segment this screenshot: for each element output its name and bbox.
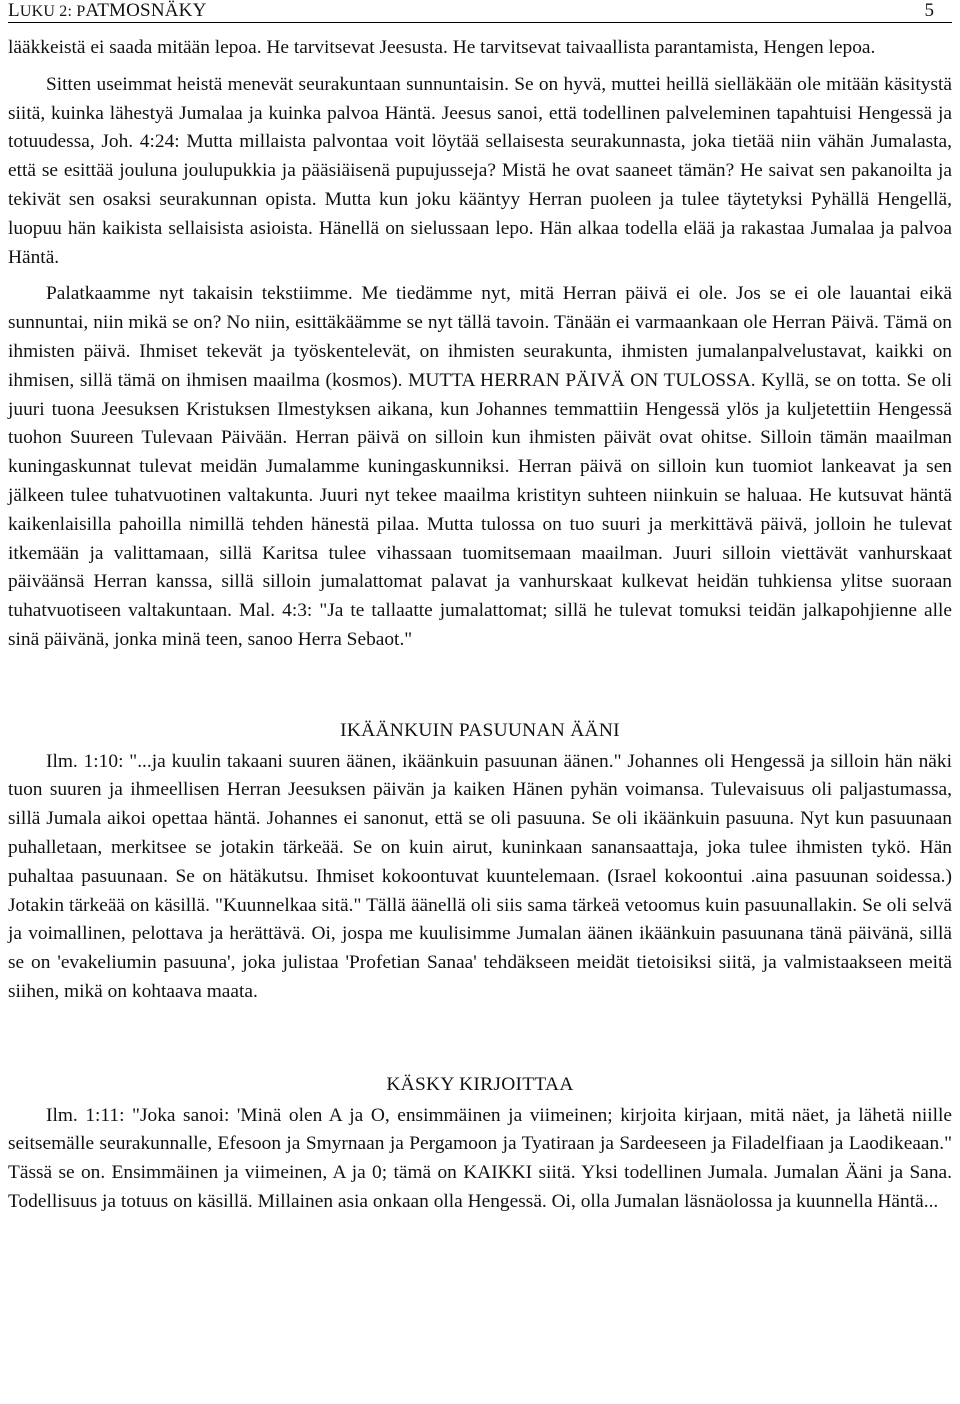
section-heading-command: KÄSKY KIRJOITTAA: [386, 1073, 574, 1095]
paragraph-3: Palatkaamme nyt takaisin tekstiimme. Me tiedämme nyt, mitä Herran päivä ei ole. Jos se ei ole lauantai eikä sunnuntai, niin mikä se on? No niin, esittäkäämme se nyt tällä tavoin. Tänään ei varmaankaan ole Herran Päivä. Tämä on ihmisten päivä. Ihmiset tekevät ja työskentelevät, on ihmisten seurakunta, ihmisten jumalanpalvelustavat, kaikki on ihmisen, sillä tämä on ihmisen maailma (kosmos). MUTTA HERRAN PÄIVÄ ON TULOSSA. Kyllä, se on totta. Se oli juuri tuona Jeesuksen Kristuksen Ilmestyksen aikana, kun Johannes temmattiin Hengessä ylös ja kuljetettiin Hengessä tuohon Suureen Tulevaan Päivään. Herran päivä on silloin kun ihmisten päivät ovat ohitse. Silloin tämän maailman kuningaskunnat tulevat meidän Jumalamme kuningaskunniksi. Herran päivä on silloin kun tuomiot lankeavat ja sen jälkeen tulee tuhatvuotinen valtakunta. Juuri nyt tekee maailma kristityn suhteen niinkuin se haluaa. He kutsuvat häntä kaikenlaisilla pahoilla nimillä tehden hänestä pilaa. Mutta tulossa on tuo suuri ja merkittävä päivä, jolloin he tulevat itkemään ja valittamaan, sillä Karitsa tulee vihassaan tuomitsemaan maailman. Juuri silloin viettävät vanhurskaat päiväänsä Herran kanssa, sillä silloin jumalattomat palavat ja vanhurskaat kulkevat heidän tuhkiensa ylitse suoraan tuhatvuotiseen valtakuntaan. Mal. 4:3: "Ja te tallaatte jumalattomat; sillä he tulevat tomuksi teidän jalkapohjienne alle sinä päivänä, jonka minä teen, sanoo Herra Sebaot.": [8, 283, 952, 650]
section-heading-trumpet: IKÄÄNKUIN PASUUNAN ÄÄNI: [340, 719, 620, 741]
document-body: [8, 34, 952, 1217]
paragraph-trumpet: Ilm. 1:10: "...ja kuulin takaani suuren äänen, ikäänkuin pasuunan äänen." Johannes oli Hengessä ja silloin hän näki tuon suuren ja ihmeellisen Herran Jeesuksen päivän ja kaiken Hänen pyhän voimansa. Tulevaisuus oli paljastumassa, sillä Jumala aikoi opettaa häntä. Johannes ei sanonut, että se oli pasuuna. Se oli ikäänkuin pasuuna. Nyt kun pasuunaan puhalletaan, merkitsee se jotakin tärkeää. Se on kuin airut, kuninkaan sanansaattaja, joka tulee ihmisten tykö. Hän puhaltaa pasuunaan. Se on hätäkutsu. Ihmiset kokoontuvat kuuntelemaan. (Israel kokoontui .aina pasuunan soidessa.) Jotakin tärkeää on käsillä. "Kuunnelkaa sitä." Tällä äänellä oli siis sama tärkeä vetoomus kuin pasuunallakin. Se oli selvä ja voimallinen, pelottava ja herättävä. Oi, jospa me kuulisimme Jumalan äänen ikäänkuin pasuunana tänä päivänä, sillä se on 'evakeliumin pasuuna', joka julistaa 'Profetian Sanaa' tehdäkseen meidät tietoisiksi siitä, ja valmistaakseen meitä siihen, mikä on kohtaava maata.: [8, 750, 952, 1002]
paragraph-1: lääkkeistä ei saada mitään lepoa. He tarvitsevat Jeesusta. He tarvitsevat taivaallista parantamista, Hengen lepoa.: [8, 37, 876, 58]
paragraph-2: Sitten useimmat heistä menevät seurakuntaan sunnuntaisin. Se on hyvä, muttei heillä sielläkään ole mitään käsitystä siitä, kuinka lähestyä Jumalaa ja kuinka palvoa Häntä. Jeesus sanoi, että todellinen palveleminen tapahtuisi Hengessä ja totuudessa, Joh. 4:24: Mutta millaista palvontaa voit löytää sellaisesta seurakunnasta, joka tietää niin vähän Jumalasta, että se esittää jouluna joulupukkia ja pääsiäisenä pupujusseja? Mistä he ovat saaneet tämän? He saivat sen pakanoilta ja tekivät sen osaksi seurakunnan opista. Mutta kun joku kääntyy Herran puoleen ja tulee täytetyksi Pyhällä Hengellä, luopuu hän kaikista sellaisista asioista. Hänellä on sielussaan lepo. Hän alkaa todella elää ja rakastaa Jumalaa ja palvoa Häntä.: [8, 73, 952, 268]
running-head: LUKU 2: PATMOSNÄKY: [8, 0, 207, 21]
paragraph-command: Ilm. 1:11: "Joka sanoi: 'Minä olen A ja O, ensimmäinen ja viimeinen; kirjoita kirjaan, mitä näet, ja lähetä niille seitsemälle seurakunnalle, Efesoon ja Smyrnaan ja Pergamoon ja Tyatiraan ja Sardeeseen ja Filadelfiaan ja Laodikeaan." Tässä se on. Ensimmäinen ja viimeinen, A ja 0; tämä on KAIKKI siitä. Yksi todellinen Jumala. Jumalan Ääni ja Sana. Todellisuus ja totuus on käsillä. Millainen asia onkaan olla Hengessä. Oi, olla Jumalan läsnäolossa ja kuunnella Häntä...: [8, 1104, 952, 1212]
page-number: 5: [924, 0, 934, 21]
page-header: [8, 0, 952, 23]
